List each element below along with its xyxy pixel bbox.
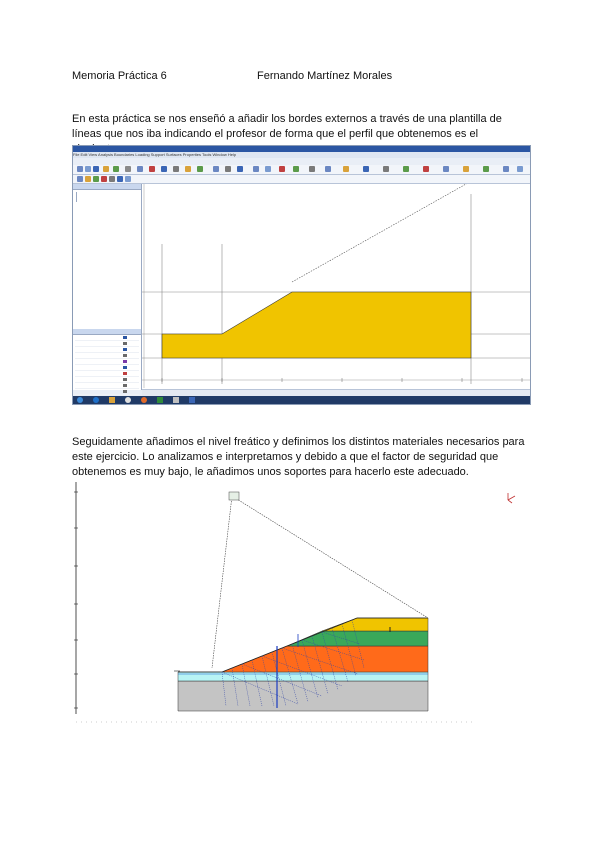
menu-bar: File Edit View Analysis Boundaries Loading Support Surfaces Properties Tools Window Help xyxy=(73,152,530,158)
slope-analysis-drawing xyxy=(72,482,528,724)
paragraph-analysis: Seguidamente añadimos el nivel freático y definimos los distintos materiales necesarios para este ejercicio. Lo analizamos e interpretamos y debido a que el factor de seguridad que obtenemos es muy bajo, le añadimos unos soportes para hacerlo este adecuado. xyxy=(72,436,525,478)
layer-water xyxy=(178,672,428,681)
slope-profile-drawing xyxy=(142,184,530,388)
layer-top xyxy=(322,618,428,631)
sidebar-header xyxy=(73,184,141,190)
layer-green xyxy=(287,631,428,646)
property-list xyxy=(73,329,141,390)
document-tabs xyxy=(77,159,147,164)
os-taskbar xyxy=(73,396,530,404)
document-header xyxy=(72,70,528,84)
layer-base xyxy=(178,681,428,711)
status-bar xyxy=(142,389,530,396)
layer-orange xyxy=(222,646,428,672)
project-tree xyxy=(76,192,138,202)
main-toolbar xyxy=(73,165,530,175)
properties-sidebar xyxy=(73,184,142,390)
slip-center-marker xyxy=(229,492,239,500)
paragraph-intro: En esta práctica se nos enseñó a añadir los bordes externos a través de una plantilla de líneas que nos iba indicando el profesor de forma que el perfil que obtenemos es el xyxy=(72,113,502,140)
software-screenshot xyxy=(72,145,531,405)
axis-orientation-icon xyxy=(508,493,515,503)
document-title: Memoria Práctica 6 xyxy=(72,70,167,82)
document-author: Fernando Martínez Morales xyxy=(257,70,393,82)
secondary-toolbar xyxy=(73,175,530,184)
model-canvas xyxy=(142,184,530,390)
analysis-figure xyxy=(72,482,528,724)
